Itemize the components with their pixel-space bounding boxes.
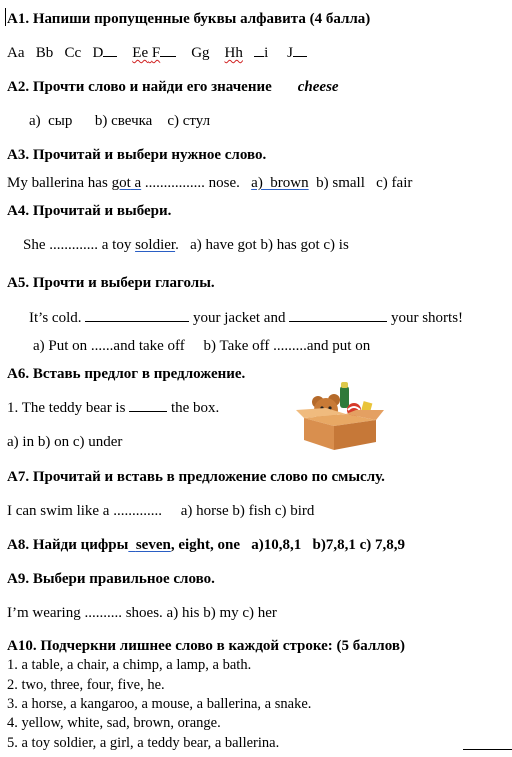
a5-blank-2 bbox=[289, 321, 387, 322]
a2-title-line bbox=[7, 78, 339, 96]
a3-title: А3. Прочитай и выбери нужное слово. bbox=[7, 147, 267, 163]
a6-text-2: the box. bbox=[167, 400, 220, 416]
a7-title: А7. Прочитай и вставь в предложение слово по смыслу. bbox=[7, 469, 385, 485]
a1-title: А1. Напиши пропущенные буквы алфавита (4 балла) bbox=[7, 11, 371, 27]
a5-text-2: your jacket and bbox=[189, 310, 290, 326]
letter-f: F bbox=[151, 45, 161, 61]
a3-option-brown: a) brown bbox=[251, 175, 309, 191]
a5-sentence bbox=[29, 309, 463, 327]
a8-rest: , eight, one a)10,8,1 b)7,8,1 c) 7,8,9 bbox=[170, 537, 405, 553]
text-cursor bbox=[5, 8, 6, 26]
a4-sentence bbox=[23, 236, 349, 254]
a2-title: А2. Прочти слово и найди его значение bbox=[7, 79, 272, 95]
a4-text-1: She ............. a toy bbox=[23, 237, 136, 253]
a3-text-1: My ballerina has bbox=[7, 175, 112, 191]
a8-title: А8. Найди цифры bbox=[7, 537, 129, 553]
bottle-cap-shape bbox=[341, 382, 348, 388]
a6-blank bbox=[129, 411, 167, 412]
blank-f bbox=[160, 56, 176, 57]
a1-letters bbox=[7, 44, 307, 62]
blank-before-i bbox=[254, 56, 264, 57]
a4-title: А4. Прочитай и выбери. bbox=[7, 203, 172, 219]
a3-text-2: ................ nose. bbox=[141, 175, 252, 191]
a5-blank-1 bbox=[85, 321, 189, 322]
a4-word-soldier: soldier bbox=[135, 237, 176, 253]
a7-sentence: I can swim like a ............. a) horse b) fish c) bird bbox=[7, 503, 315, 519]
a10-line-5: 5. a toy soldier, a girl, a teddy bear, a ballerina. bbox=[7, 735, 280, 751]
letter-ee-f bbox=[132, 45, 160, 61]
a5-text-3: your shorts! bbox=[387, 310, 464, 326]
a6-options: a) in b) on c) under bbox=[7, 434, 123, 450]
a8-seven: seven bbox=[135, 537, 171, 553]
letter-d: D bbox=[92, 45, 104, 61]
a5-title: А5. Прочти и выбери глаголы. bbox=[7, 275, 215, 291]
a10-line-4: 4. yellow, white, sad, brown, orange. bbox=[7, 715, 221, 731]
letter-gg: Gg bbox=[191, 45, 210, 61]
a5-options: a) Put on ......and take off b) Take off .........and put on bbox=[33, 338, 371, 354]
a6-sentence bbox=[7, 399, 219, 417]
a6-title: А6. Вставь предлог в предложение. bbox=[7, 366, 246, 382]
a10-line-1: 1. a table, a chair, a chimp, a lamp, a bath. bbox=[7, 657, 252, 673]
bottle-shape bbox=[340, 386, 349, 408]
letter-cc: Cc bbox=[64, 45, 82, 61]
a6-text-1: 1. The teddy bear is bbox=[7, 400, 130, 416]
letter-bb: Bb bbox=[35, 45, 54, 61]
a3-sentence bbox=[7, 174, 412, 192]
a9-title: А9. Выбери правильное слово. bbox=[7, 571, 215, 587]
a4-text-2: . a) have got b) has got c) is bbox=[175, 237, 349, 253]
a9-sentence: I’m wearing .......... shoes. a) his b) my c) her bbox=[7, 605, 277, 621]
teddy-bear-in-box-picture bbox=[296, 380, 384, 452]
a2-options: a) сыр b) свечка c) стул bbox=[29, 113, 211, 129]
a3-got: got bbox=[111, 175, 131, 191]
a3-options-rest: b) small c) fair bbox=[308, 175, 413, 191]
letter-ee: Ee bbox=[132, 45, 149, 61]
a8-line bbox=[7, 536, 405, 554]
blank-d bbox=[103, 56, 117, 57]
a5-text-1: It’s cold. bbox=[29, 310, 86, 326]
a10-line-3: 3. a horse, a kangaroo, a mouse, a ballerina, a snake. bbox=[7, 696, 312, 712]
a10-line-2: 2. two, three, four, five, he. bbox=[7, 677, 165, 693]
a3-a: a bbox=[134, 175, 142, 191]
letter-i: i bbox=[264, 45, 269, 61]
a8-word-seven bbox=[128, 537, 171, 553]
a2-word: cheese bbox=[297, 79, 339, 95]
a10-title: А10. Подчеркни лишнее слово в каждой строке: (5 баллов) bbox=[7, 638, 405, 654]
blank-j bbox=[293, 56, 307, 57]
a3-word-got bbox=[112, 175, 142, 191]
letter-aa: Aa bbox=[7, 45, 25, 61]
letter-hh: Hh bbox=[224, 45, 243, 61]
letter-j: J bbox=[287, 45, 293, 61]
page-corner-line bbox=[463, 749, 512, 750]
